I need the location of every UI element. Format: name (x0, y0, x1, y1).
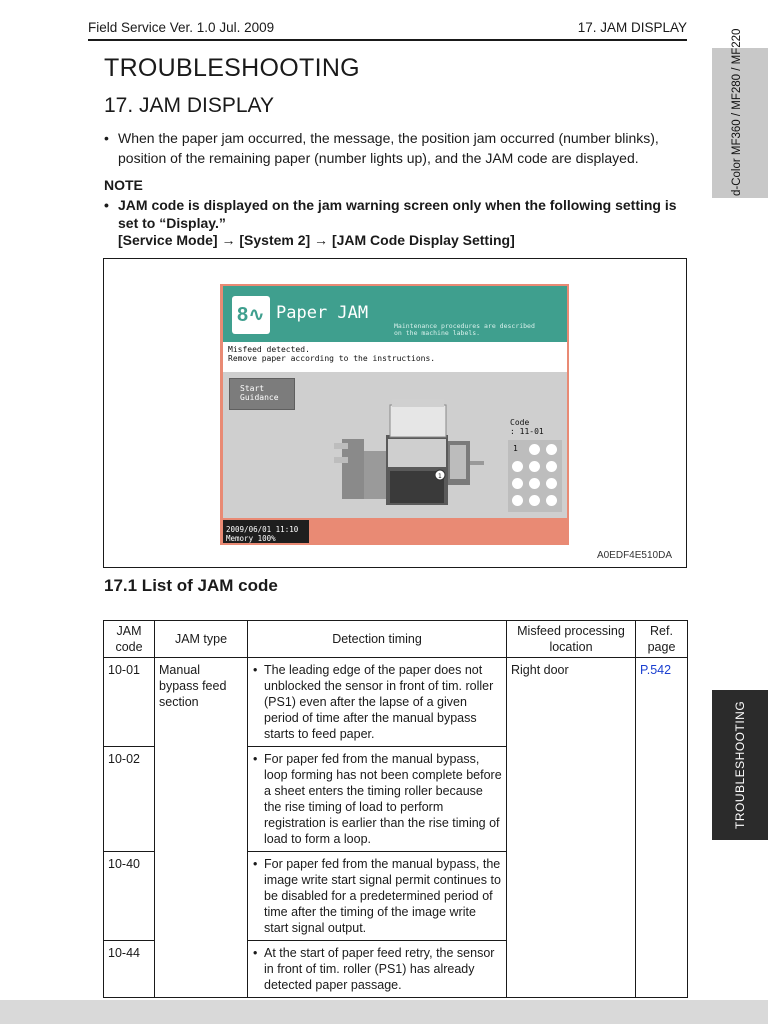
screen-title: Paper JAM (276, 303, 369, 323)
section-side-text: TROUBLESHOOTING (733, 700, 747, 830)
screen-datetime: 2009/06/01 11:10 (226, 525, 299, 534)
start-guidance-button[interactable]: Start Guidance (229, 378, 295, 410)
section-title: 17. JAM DISPLAY (104, 94, 275, 117)
header-detection-timing: Detection timing (248, 621, 507, 658)
intro-paragraph (104, 128, 694, 168)
list-title: 17.1 List of JAM code (104, 576, 278, 595)
code-label: Code (510, 418, 530, 427)
figure-id: A0EDF4E510DA (596, 550, 672, 561)
location-cell: Right door (507, 658, 636, 998)
screen-message-2: Remove paper according to the instructions. (228, 354, 436, 363)
bullet: • (104, 130, 109, 146)
jam-code-cell: 10-02 (104, 747, 155, 852)
svg-text:1: 1 (438, 473, 442, 480)
jam-code-cell: 10-44 (104, 941, 155, 998)
table-row (104, 658, 688, 747)
table-header-row (104, 621, 688, 658)
jam-code-table (103, 620, 688, 998)
intro-text: When the paper jam occurred, the message, the position jam occurred (number blinks), position of the remaining paper (number lights up), and the JAM code are displayed. (118, 130, 659, 166)
jam-code-cell: 10-01 (104, 658, 155, 747)
paper-jam-icon: 8∿ (232, 296, 270, 334)
screen-message-1: Misfeed detected. (228, 345, 310, 354)
bullet: • (104, 197, 109, 213)
jam-code-cell: 10-40 (104, 852, 155, 941)
code-value: : 11-01 (510, 427, 544, 436)
note-body (104, 196, 694, 232)
note-label: NOTE (104, 177, 143, 193)
model-side-text: d-Color MF360 / MF280 / MF220 (731, 28, 743, 196)
copier-illustration (330, 395, 490, 515)
detection-cell: • At the start of paper feed retry, the sensor in front of tim. roller (PS1) has already detected paper passage. (248, 941, 507, 998)
page-title: TROUBLESHOOTING (104, 54, 360, 82)
header-ref-page: Ref. page (636, 621, 688, 658)
header-jam-type: JAM type (155, 621, 248, 658)
jam-type-cell: Manual bypass feed section (155, 658, 248, 998)
detection-cell: • The leading edge of the paper does not unblocked the sensor in front of tim. roller (PS1) even after the lapse of a given period of time after the manual bypass starts to feed paper. (248, 658, 507, 747)
page-bottom-band (0, 1000, 768, 1024)
detection-cell: • For paper fed from the manual bypass, the image write start signal permit continues to be disabled for a predetermined period of time after the timing of the image write start signal output. (248, 852, 507, 941)
header-left: Field Service Ver. 1.0 Jul. 2009 (88, 20, 275, 35)
note-path: [Service Mode] → [System 2] → [JAM Code Display Setting] (118, 232, 515, 248)
header-right: 17. JAM DISPLAY (577, 20, 687, 35)
screen-maintenance-text: Maintenance procedures are described on the machine labels. (394, 322, 535, 337)
header-jam-code: JAM code (104, 621, 155, 658)
detection-cell: • For paper fed from the manual bypass, loop forming has not been complete before a sheet enters the timing roller because the rise timing of load to perform registration is earlier than the rise timing of load to form a loop. (248, 747, 507, 852)
header-location: Misfeed processing location (507, 621, 636, 658)
note-text: JAM code is displayed on the jam warning screen only when the following setting is set to “Display.” (118, 197, 677, 231)
jam-position-number: 1 (513, 444, 518, 453)
header-rule (88, 39, 687, 41)
screen-memory: Memory 100% (226, 534, 276, 543)
ref-page-link[interactable]: P.542 (636, 658, 688, 998)
